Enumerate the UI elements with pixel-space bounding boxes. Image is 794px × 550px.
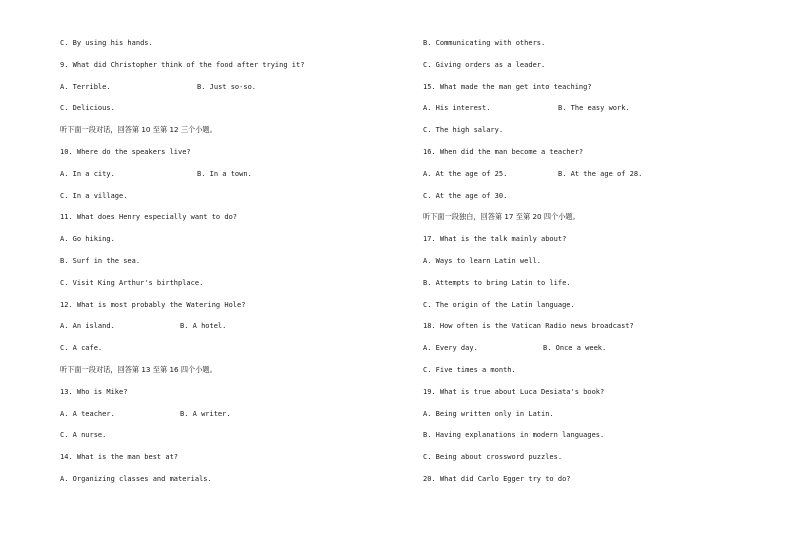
option-row	[60, 320, 400, 342]
question-line: A. Ways to learn Latin well.	[423, 256, 542, 265]
section-instruction: 听下面一段对话，回答第 13 至第 16 四个小题。	[60, 364, 217, 374]
question-line: B. Surf in the sea.	[60, 256, 141, 265]
option-b: B. In a town.	[197, 169, 252, 178]
question-line: B. Attempts to bring Latin to life.	[423, 278, 571, 287]
question-line: 17. What is the talk mainly about?	[423, 235, 567, 244]
option-a: A. At the age of 25.	[423, 169, 508, 178]
question-line: B. Having explanations in modern languages.	[423, 431, 605, 440]
question-line: 12. What is most probably the Watering Hole?	[60, 300, 246, 309]
option-row	[60, 408, 400, 430]
question-line: 15. What made the man get into teaching?	[423, 82, 592, 91]
question-line: C. Giving orders as a leader.	[423, 60, 546, 69]
left-column	[60, 37, 400, 495]
question-line: C. The origin of the Latin language.	[423, 300, 575, 309]
question-line: A. Organizing classes and materials.	[60, 474, 212, 483]
option-b: B. A writer.	[180, 409, 231, 418]
question-line: A. Being written only in Latin.	[423, 409, 554, 418]
question-line: 16. When did the man become a teacher?	[423, 147, 584, 156]
option-a: A. An island.	[60, 322, 115, 331]
question-line: 13. Who is Mike?	[60, 387, 128, 396]
question-line: 11. What does Henry especially want to do?	[60, 213, 238, 222]
option-row	[423, 168, 763, 190]
option-b: B. A hotel.	[180, 322, 227, 331]
question-line: B. Communicating with others.	[423, 39, 546, 47]
option-b: B. Once a week.	[543, 344, 607, 353]
option-b: B. Just so-so.	[197, 82, 257, 91]
question-line: C. A nurse.	[60, 431, 107, 440]
question-line: C. Delicious.	[60, 104, 115, 113]
question-line: C. Being about crossword puzzles.	[423, 453, 563, 462]
option-a: A. Terrible.	[60, 82, 111, 91]
option-a: A. A teacher.	[60, 409, 115, 418]
section-instruction: 听下面一段独白，回答第 17 至第 20 四个小题。	[423, 212, 580, 222]
question-line: 18. How often is the Vatican Radio news broadcast?	[423, 322, 634, 331]
option-b: B. The easy work.	[558, 104, 630, 113]
question-line: 9. What did Christopher think of the food after trying it?	[60, 60, 305, 69]
option-row	[60, 168, 400, 190]
question-line: 14. What is the man best at?	[60, 453, 179, 462]
option-a: A. His interest.	[423, 104, 491, 113]
question-line: A. Go hiking.	[60, 235, 115, 244]
question-line: C. Five times a month.	[423, 365, 516, 374]
option-row	[60, 81, 400, 103]
option-row	[423, 102, 763, 124]
question-line: C. At the age of 30.	[423, 191, 508, 200]
option-a: A. Every day.	[423, 344, 478, 353]
option-row	[423, 342, 763, 364]
question-line: 19. What is true about Luca Desiata's book?	[423, 387, 605, 396]
option-a: A. In a city.	[60, 169, 115, 178]
question-line: C. A cafe.	[60, 344, 103, 353]
question-line: 20. What did Carlo Egger try to do?	[423, 474, 571, 483]
question-line: 10. Where do the speakers live?	[60, 147, 191, 156]
right-column	[423, 37, 763, 495]
question-line: C. By using his hands.	[60, 39, 153, 47]
question-line: C. The high salary.	[423, 126, 504, 135]
question-line: C. Visit King Arthur's birthplace.	[60, 278, 204, 287]
section-instruction: 听下面一段对话，回答第 10 至第 12 三个小题。	[60, 125, 217, 135]
option-b: B. At the age of 28.	[558, 169, 643, 178]
question-line: C. In a village.	[60, 191, 128, 200]
